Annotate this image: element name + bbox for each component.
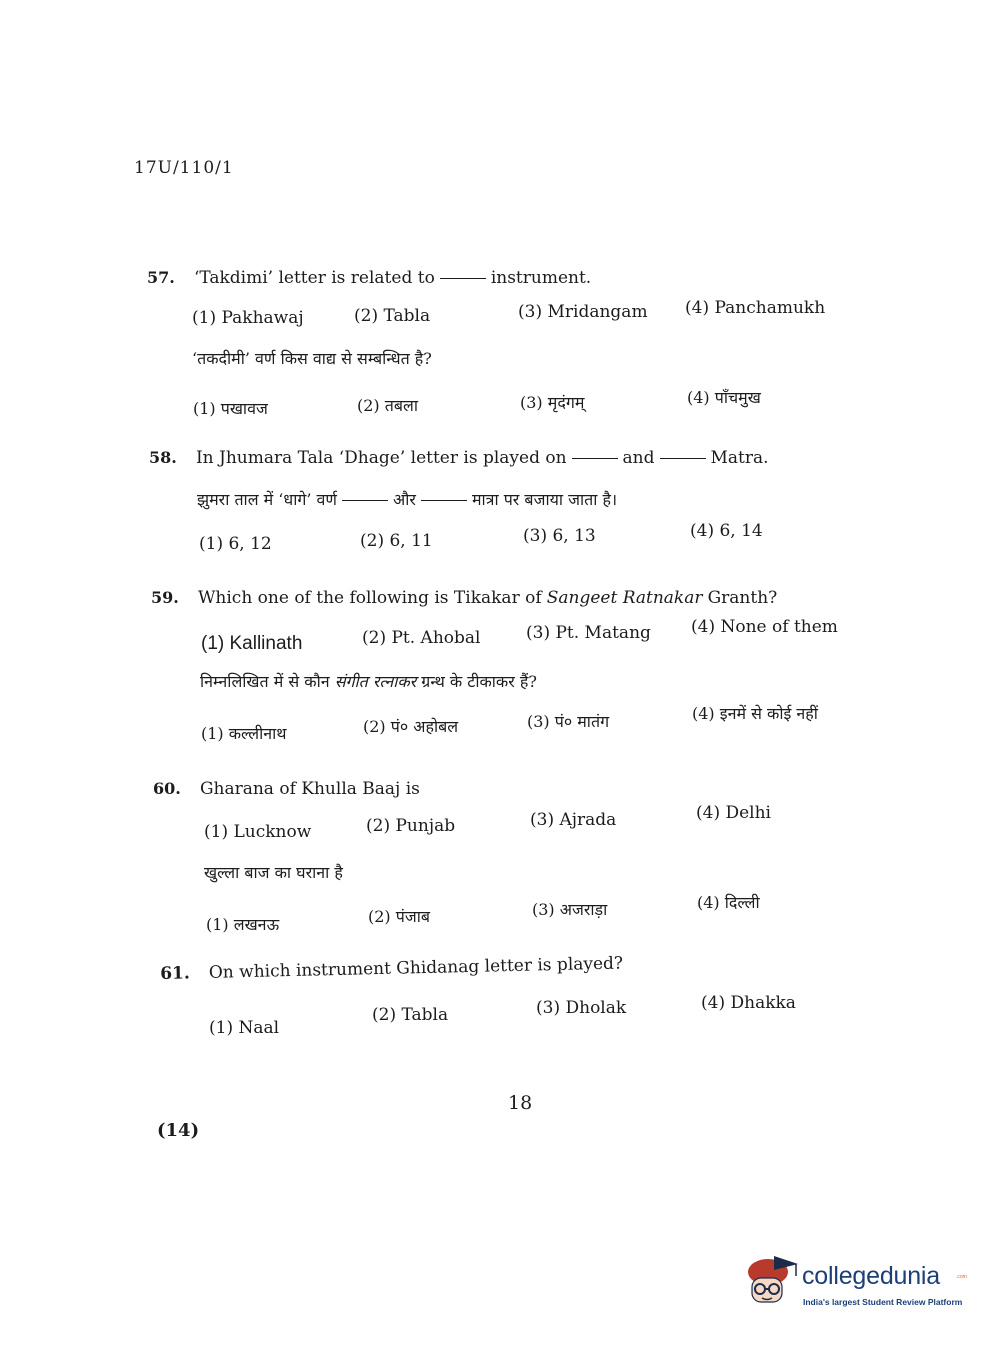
- option: (2) Tabla: [372, 1005, 449, 1025]
- question-text-hindi: निम्नलिखित में से कौन: [200, 672, 330, 691]
- question-text: Matra.: [710, 448, 769, 468]
- option: (2) 6, 11: [360, 531, 433, 551]
- option: (1) पखावज: [193, 399, 268, 418]
- logo-tagline: India's largest Student Review Platform: [803, 1297, 963, 1307]
- question-line-en: [160, 953, 623, 983]
- option: (4) None of them: [691, 617, 838, 637]
- option: (1) कल्लीनाथ: [201, 724, 287, 743]
- question-text-hindi: ग्रन्थ के टीकाकर हैं?: [421, 672, 537, 691]
- option: (4) 6, 14: [690, 521, 763, 541]
- question-text: Which one of the following is Tikakar of: [197, 588, 542, 608]
- question-text: Gharana of Khulla Baaj is: [199, 779, 420, 799]
- option: (4) Panchamukh: [685, 298, 826, 318]
- option: (1) Kallinath: [201, 633, 303, 654]
- question-text: ‘Takdimi’ letter is related to: [193, 268, 435, 288]
- option: (1) Naal: [209, 1018, 280, 1038]
- question-number: 58.: [149, 448, 177, 467]
- option: (3) Dholak: [536, 998, 627, 1018]
- option: (4) Delhi: [696, 803, 771, 823]
- question-number: 59.: [151, 588, 179, 607]
- option: (2) Pt. Ahobal: [362, 628, 481, 648]
- option: (2) Punjab: [366, 816, 456, 836]
- fill-blank: [440, 278, 486, 279]
- book-title-hindi: संगीत रत्नाकर: [334, 672, 417, 691]
- question-line-en: [151, 588, 777, 608]
- question-text: Granth?: [707, 588, 778, 608]
- question-text: In Jhumara Tala ‘Dhage’ letter is played on: [195, 448, 567, 468]
- option: (4) पाँचमुख: [687, 388, 761, 407]
- logo-domain: .com: [956, 1274, 967, 1280]
- question-text: and: [622, 448, 655, 468]
- option: (3) Pt. Matang: [526, 623, 651, 643]
- question-text-hindi: और: [393, 490, 416, 509]
- page-number: 18: [508, 1092, 533, 1114]
- logo-wordmark: collegedunia: [802, 1262, 940, 1290]
- book-title: Sangeet Ratnakar: [546, 588, 703, 608]
- collegedunia-logo[interactable]: [744, 1252, 969, 1322]
- fill-blank: [342, 500, 388, 501]
- option: (3) मृदंगम्: [520, 393, 585, 412]
- option: (3) Ajrada: [530, 810, 617, 830]
- question-number: 60.: [153, 779, 181, 798]
- question-text: instrument.: [490, 268, 592, 288]
- question-text-hindi: ‘तकदीमी’ वर्ण किस वाद्य से सम्बन्धित है?: [192, 349, 432, 368]
- question-line-en: [153, 779, 420, 799]
- option: (4) इनमें से कोई नहीं: [692, 704, 818, 723]
- option: (2) पंजाब: [368, 907, 430, 926]
- option: (1) 6, 12: [199, 534, 272, 554]
- question-number: 61.: [160, 963, 191, 984]
- option: (4) दिल्ली: [697, 893, 760, 912]
- option: (3) पं० मातंग: [527, 712, 610, 731]
- option: (3) Mridangam: [518, 302, 648, 322]
- question-line-en: [149, 448, 769, 468]
- footer-code: (14): [157, 1120, 200, 1141]
- option: (1) Lucknow: [204, 822, 312, 842]
- option: (2) पं० अहोबल: [363, 717, 459, 736]
- option: (4) Dhakka: [701, 993, 796, 1013]
- option: (3) अजराड़ा: [532, 900, 608, 919]
- fill-blank: [421, 500, 467, 501]
- mascot-icon: [744, 1252, 800, 1310]
- question-text-hindi: झुमरा ताल में ‘धागे’ वर्ण: [197, 490, 338, 509]
- option: (1) लखनऊ: [206, 915, 280, 934]
- fill-blank: [660, 458, 706, 459]
- question-text: On which instrument Ghidanag letter is played?: [208, 953, 624, 983]
- option: (3) 6, 13: [523, 526, 596, 546]
- question-line-hindi: [197, 488, 617, 510]
- fill-blank: [572, 458, 618, 459]
- option: (1) Pakhawaj: [192, 308, 304, 328]
- exam-code: 17U/110/1: [134, 158, 234, 178]
- question-text-hindi: मात्रा पर बजाया जाता है।: [471, 490, 618, 509]
- question-line-hindi: [200, 670, 537, 692]
- option: (2) Tabla: [354, 306, 431, 326]
- question-line-en: [147, 268, 591, 288]
- option: (2) तबला: [357, 396, 418, 415]
- question-number: 57.: [147, 268, 175, 287]
- question-text-hindi: खुल्ला बाज का घराना है: [204, 863, 343, 882]
